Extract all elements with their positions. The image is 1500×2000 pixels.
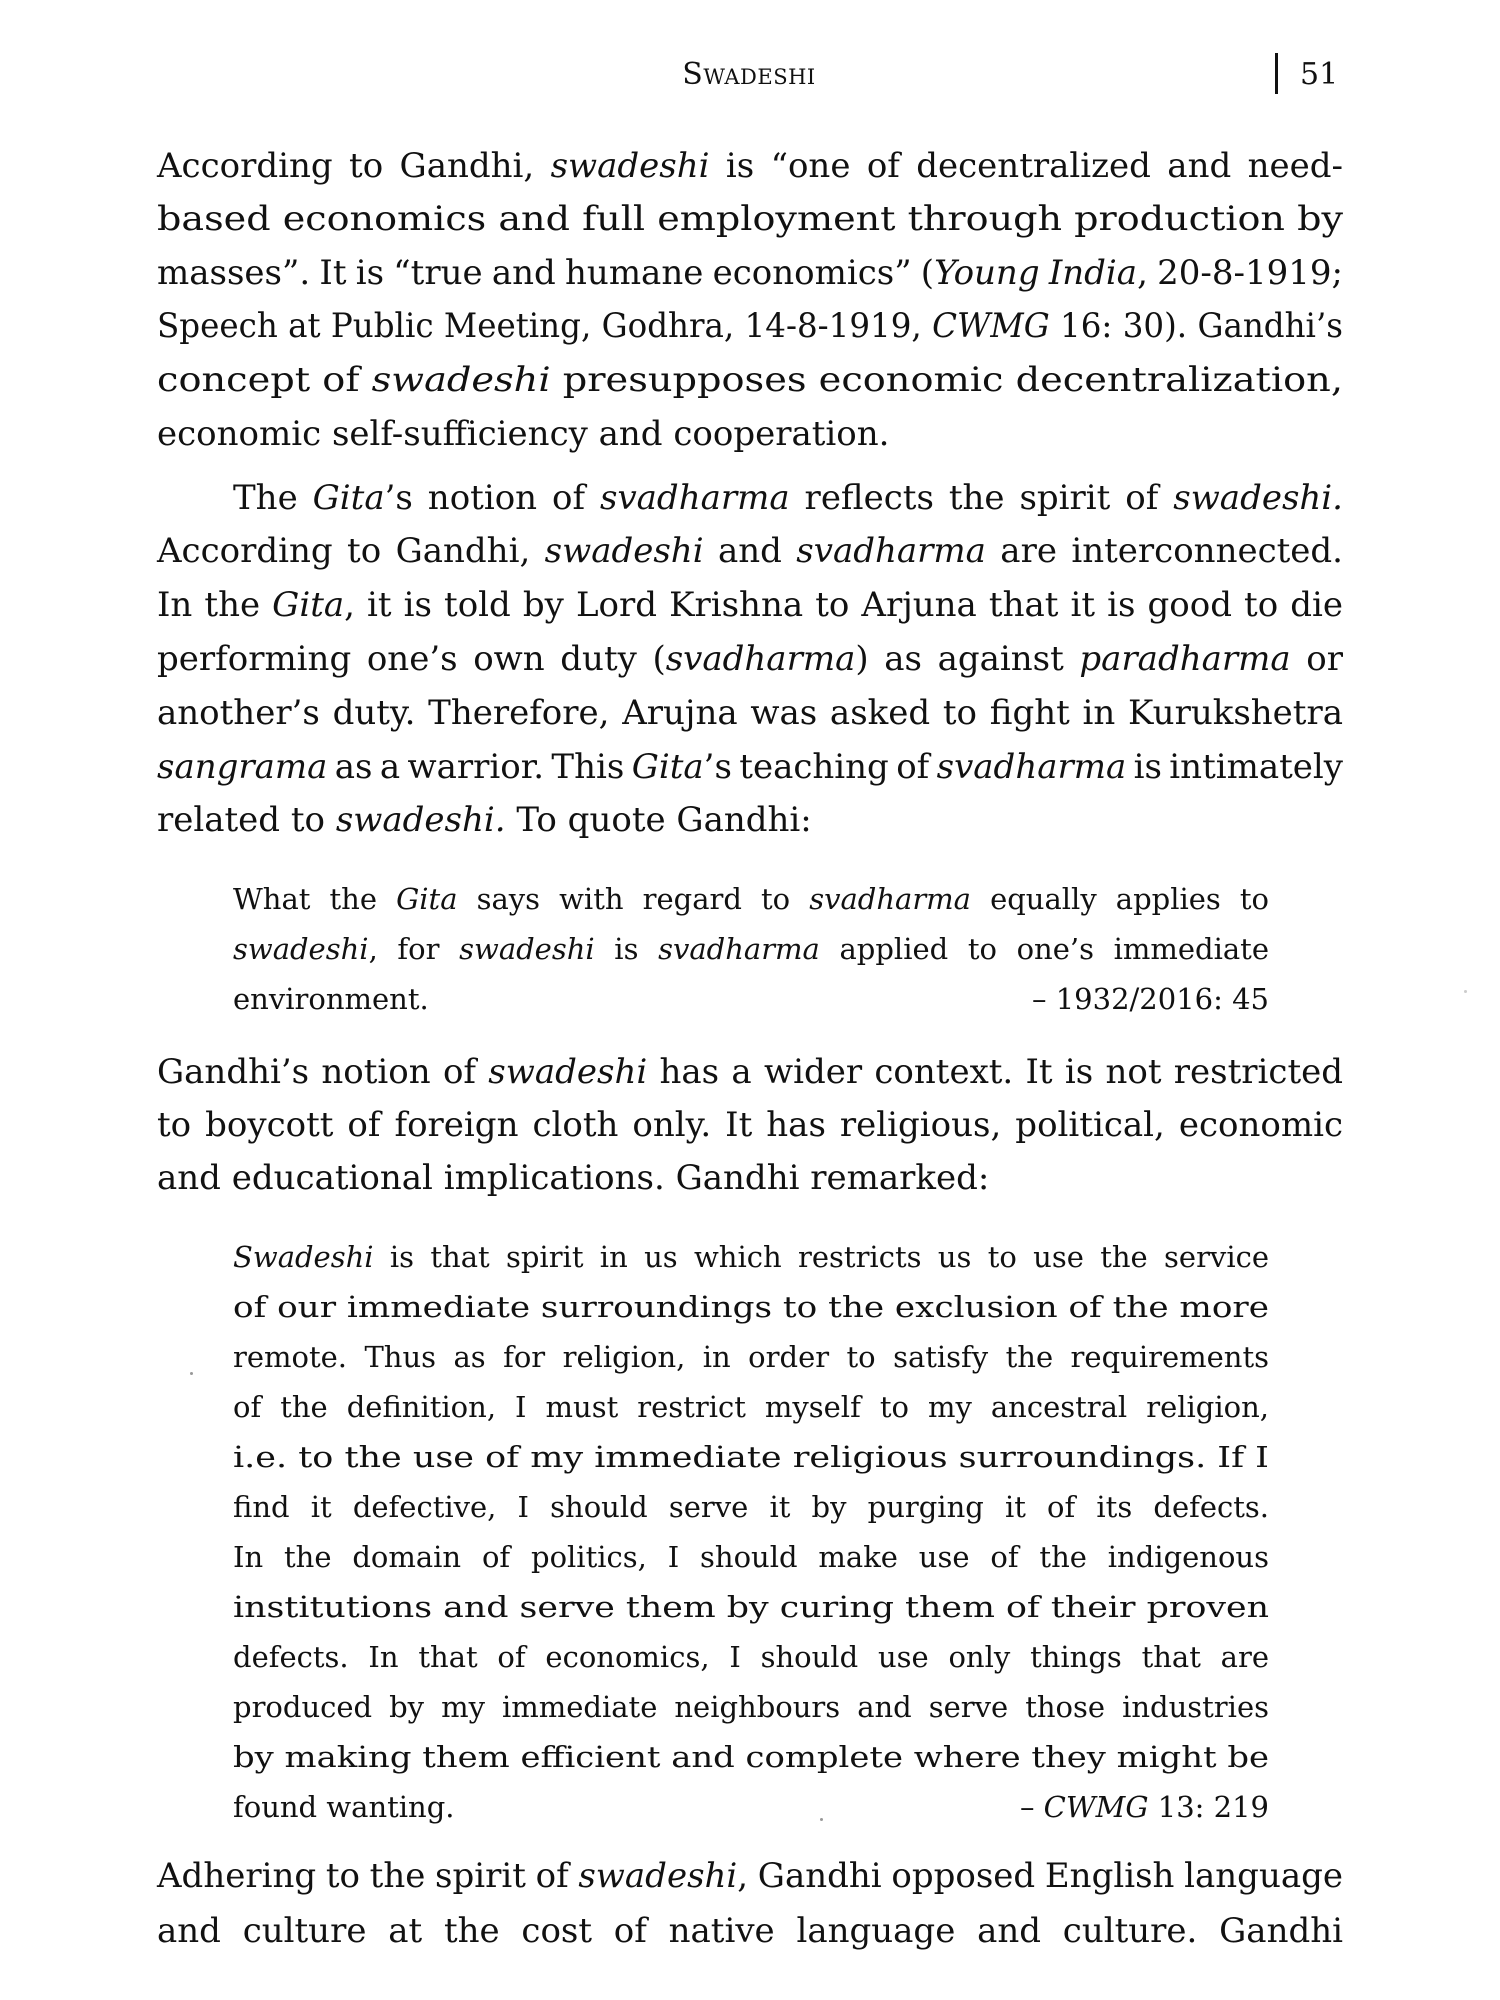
italic-text-segment: Swadeshi [233, 1240, 374, 1275]
text-segment: performing one’s own duty ( [157, 639, 666, 680]
quote-line [233, 1488, 1269, 1526]
scan-speck [190, 1372, 193, 1375]
italic-text-segment: sangrama [157, 746, 328, 787]
scan-speck [1464, 990, 1467, 993]
text-segment: are interconnected. [985, 531, 1343, 572]
text-segment: is “one of decentralized and need- [709, 145, 1343, 186]
text-segment: Adhering to the spirit of [157, 1855, 579, 1896]
text-segment: What the [233, 882, 397, 917]
page-number: 51 [1300, 57, 1339, 92]
text-segment: of our immediate surroundings to the exclusion of the more [233, 1290, 1269, 1325]
quote-line [233, 1788, 1269, 1826]
text-segment: Speech at Public Meeting, Godhra, 14-8-1919, [157, 306, 933, 347]
text-segment: defects. In that of economics, I should use only things that are [233, 1640, 1269, 1675]
italic-text-segment: Gita [396, 882, 458, 917]
text-segment: , Gandhi opposed English language [737, 1855, 1343, 1896]
text-segment: is that spirit in us which restricts us to use the service [373, 1240, 1269, 1275]
text-line [157, 691, 1343, 735]
text-segment: concept of [157, 360, 372, 401]
italic-text-segment: swadeshi [550, 145, 710, 186]
text-segment: i.e. to the use of my immediate religious surroundings. If I [233, 1440, 1269, 1475]
text-segment: To quote Gandhi: [505, 800, 812, 841]
text-line [157, 637, 1343, 681]
text-segment: by making them efficient and complete where they might be [233, 1740, 1269, 1775]
text-segment: In the [157, 585, 273, 626]
quote-line [233, 1238, 1269, 1276]
italic-text-segment: swadeshi [578, 1855, 738, 1896]
quote-line [233, 1288, 1269, 1326]
italic-text-segment: Young India [934, 252, 1138, 293]
quote-line [233, 930, 1269, 968]
italic-text-segment: Gita [312, 477, 385, 518]
text-segment: or [1290, 639, 1343, 680]
text-segment: institutions and serve them by curing them of their proven [233, 1590, 1269, 1625]
text-segment: to boycott of foreign cloth only. It has religious, political, economic [157, 1104, 1343, 1145]
text-segment: reflects the spirit of [789, 477, 1174, 518]
quote-line [233, 1538, 1269, 1576]
italic-text-segment: svadharma [936, 746, 1127, 787]
quote-line [233, 880, 1269, 918]
italic-text-segment: swadeshi [544, 531, 704, 572]
italic-text-segment: CWMG [932, 306, 1050, 347]
text-segment: According to Gandhi, [157, 531, 545, 572]
text-line [157, 745, 1343, 789]
text-segment: 16: 30). Gandhi’s [1049, 306, 1343, 347]
text-segment: of the definition, I must restrict myself to my ancestral religion, [233, 1390, 1269, 1425]
text-segment: is [594, 932, 659, 967]
text-segment: related to [157, 800, 336, 841]
text-line [157, 798, 1343, 842]
text-segment: – [1019, 1790, 1044, 1825]
italic-text-segment: svadharma [600, 477, 790, 518]
text-segment: – 1932/2016: 45 [1032, 982, 1269, 1017]
text-segment: ’s notion of [384, 477, 600, 518]
scan-speck [820, 1818, 823, 1821]
text-segment: and educational implications. Gandhi remarked: [157, 1157, 990, 1198]
italic-text-segment: CWMG [1043, 1790, 1149, 1825]
text-segment: economic self-sufficiency and cooperation. [157, 413, 890, 454]
quote-citation [1032, 980, 1269, 1018]
text-line [157, 1156, 1343, 1200]
italic-text-segment: swadeshi. [1173, 477, 1343, 518]
text-line [157, 1050, 1343, 1094]
italic-text-segment: Gita [631, 746, 704, 787]
quote-line [233, 980, 1269, 1018]
text-segment: find it defective, I should serve it by purging it of its defects. [233, 1490, 1269, 1525]
text-segment: applied to one’s immediate [819, 932, 1269, 967]
quote-line [233, 1388, 1269, 1426]
running-header [0, 58, 1500, 98]
text-line [157, 358, 1343, 402]
italic-text-segment: swadeshi [459, 932, 595, 967]
running-header-title: Swadeshi [682, 57, 816, 92]
italic-text-segment: svadharma [665, 639, 856, 680]
quote-line [233, 1588, 1269, 1626]
italic-text-segment: Gita [272, 585, 345, 626]
text-segment: equally applies to [970, 882, 1270, 917]
text-segment: remote. Thus as for religion, in order to satisfy the requirements [233, 1340, 1269, 1375]
italic-text-segment: swadeshi. [335, 800, 506, 841]
text-segment: In the domain of politics, I should make use of the indigenous [233, 1540, 1269, 1575]
text-segment: has a wider context. It is not restricted [647, 1051, 1343, 1092]
text-segment: Gandhi’s notion of [157, 1051, 489, 1092]
text-segment: and culture at the cost of native language and culture. Gandhi [157, 1910, 1343, 1951]
text-segment: According to Gandhi, [157, 145, 551, 186]
quote-line [233, 1438, 1269, 1476]
header-divider-bar [1275, 53, 1278, 94]
text-segment: as a warrior. This [327, 746, 632, 787]
text-segment: , 20-8-1919; [1137, 252, 1343, 293]
text-line [157, 197, 1343, 241]
italic-text-segment: svadharma [796, 531, 986, 572]
text-line [157, 412, 1343, 456]
text-segment: ’s teaching of [703, 746, 937, 787]
text-line [233, 476, 1419, 520]
text-line [157, 583, 1343, 627]
text-segment: ) as against [855, 639, 1080, 680]
text-segment: produced by my immediate neighbours and serve those industries [233, 1690, 1269, 1725]
quote-line [233, 1688, 1269, 1726]
text-segment: another’s duty. Therefore, Arujna was asked to fight in Kurukshetra [157, 692, 1343, 733]
text-segment: , it is told by Lord Krishna to Arjuna that it is good to die [344, 585, 1343, 626]
text-segment: based economics and full employment through production by [157, 199, 1343, 240]
italic-text-segment: paradharma [1079, 639, 1291, 680]
text-line [157, 304, 1343, 348]
text-line [157, 1103, 1343, 1147]
quote-line [233, 1338, 1269, 1376]
text-segment: , for [368, 932, 460, 967]
quote-citation [1020, 1788, 1269, 1826]
text-segment: environment. [233, 982, 429, 1017]
italic-text-segment: swadeshi [233, 932, 369, 967]
text-segment: is intimately [1126, 746, 1343, 787]
text-line [157, 1909, 1343, 1953]
italic-text-segment: svadharma [658, 932, 820, 967]
text-segment: and [703, 531, 797, 572]
italic-text-segment: svadharma [809, 882, 971, 917]
italic-text-segment: swadeshi [371, 360, 551, 401]
text-line [157, 251, 1343, 295]
italic-text-segment: swadeshi [488, 1051, 648, 1092]
text-segment: masses”. It is “true and humane economics” ( [157, 252, 935, 293]
quote-line [233, 1638, 1269, 1676]
text-segment: 13: 219 [1148, 1790, 1269, 1825]
text-line [157, 529, 1343, 573]
text-segment: The [233, 477, 313, 518]
text-segment: says with regard to [457, 882, 810, 917]
text-segment: presupposes economic decentralization, [550, 360, 1343, 401]
text-segment: found wanting. [233, 1790, 455, 1825]
text-line [157, 144, 1343, 188]
quote-line [233, 1738, 1269, 1776]
text-line [157, 1854, 1343, 1898]
